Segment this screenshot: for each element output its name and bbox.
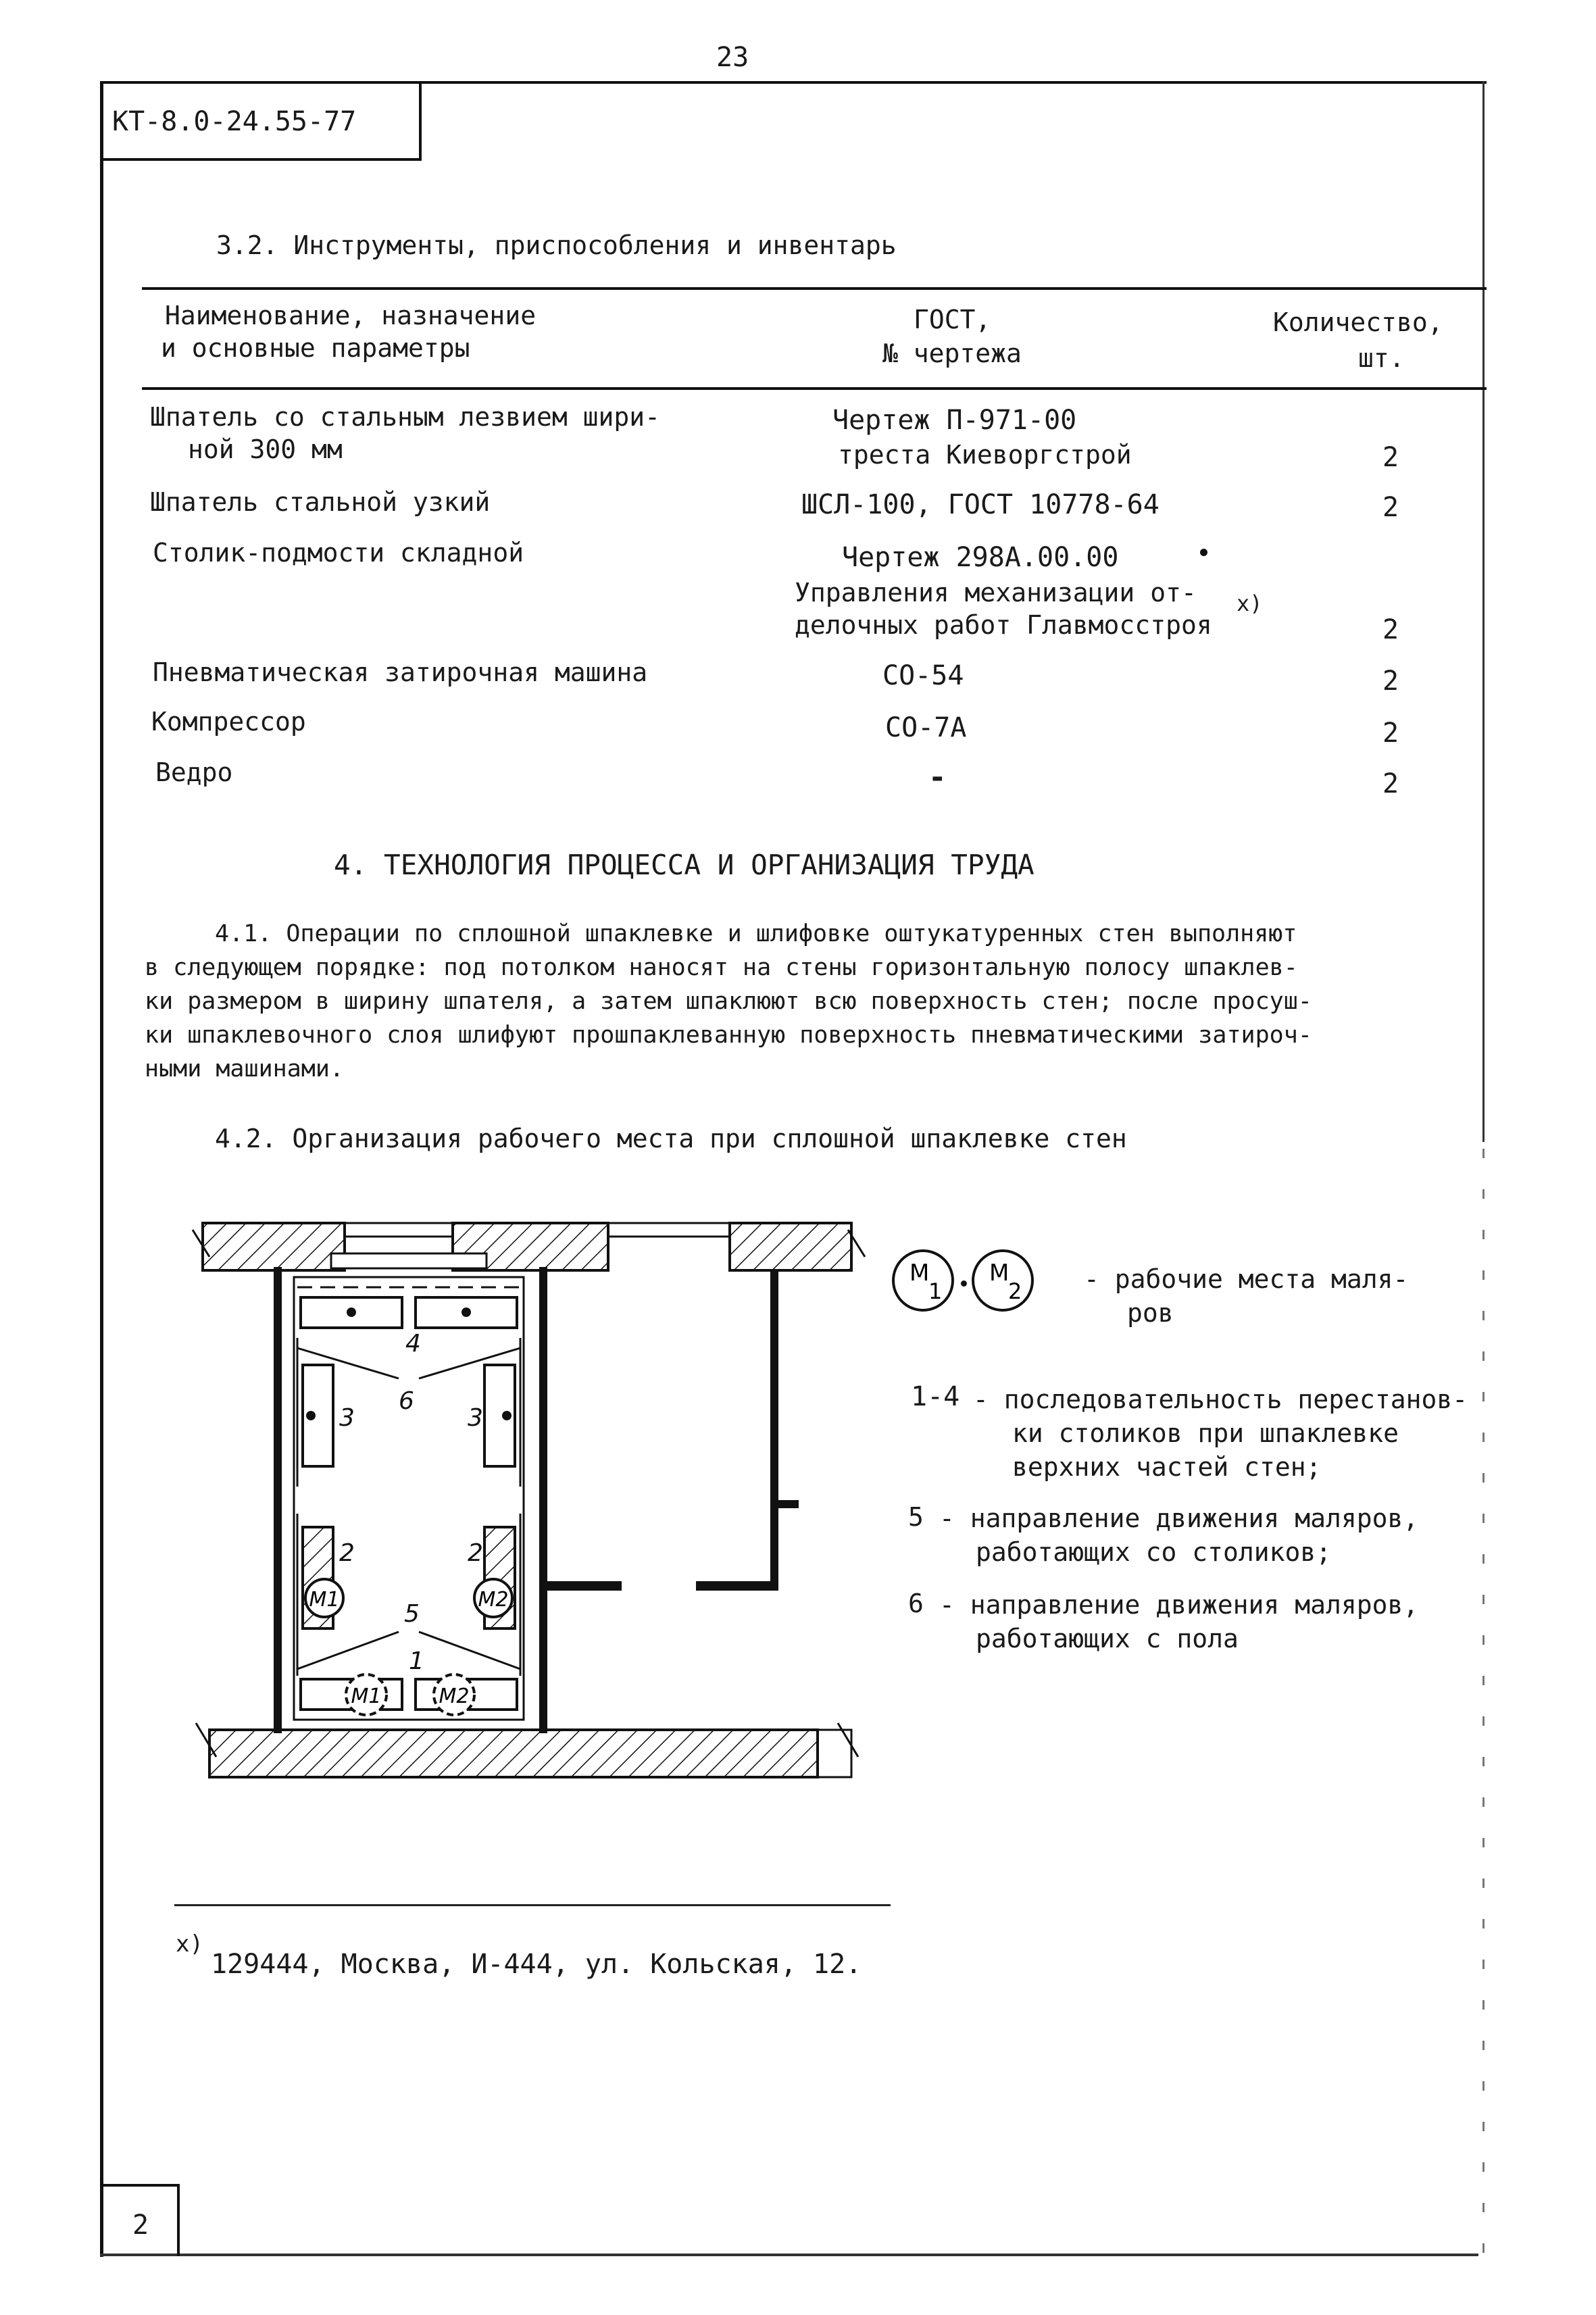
row-1-qty: 2 [1382,442,1399,473]
legend-5-line2: работающих со столиков; [976,1537,1332,1567]
row-3-footnote-mark: x) [1237,591,1263,616]
row-3-gost-line3: делочных работ Главмосстроя [795,610,1212,640]
row-6-name: Ведро [155,757,233,787]
svg-text:1: 1 [928,1278,943,1304]
label-2-left: 2 [339,1539,355,1567]
header-name-line1: Наименование, назначение [165,301,537,330]
row-3-qty: 2 [1382,614,1399,645]
painter-m1-table [305,1579,343,1617]
row-2-gost: ШСЛ-100, ГОСТ 10778-64 [801,489,1159,520]
svg-text:M1: M1 [309,1588,340,1612]
painter-m2-floor [434,1674,474,1715]
label-4: 4 [405,1330,421,1358]
header-gost-line2: № чертежа [882,339,1022,368]
painter-m1-floor [346,1674,386,1715]
legend-key-5: 5 [908,1502,924,1532]
section-3-2-title: 3.2. Инструменты, приспособления и инвентарь [216,230,897,260]
row-4-qty: 2 [1382,666,1399,697]
frame-right-dashed-border [1482,1149,1485,2257]
legend-workplaces-line1: - рабочие места маля- [1084,1264,1409,1294]
page-number-top: 23 [716,42,749,73]
p41-line-1: 4.1. Операции по сплошной шпаклевке и шлифовке оштукатуренных стен выполняют [215,920,1297,947]
p41-line-3: ки размером в ширину шпателя, а затем шпаклюют всю поверхность стен; после просуш- [145,988,1312,1015]
row-2-qty: 2 [1382,492,1399,523]
room-left-wall [274,1267,282,1733]
label-1: 1 [409,1647,424,1675]
legend-6-line1: - направление движения маляров, [939,1590,1419,1620]
page-number-bottom: 2 [132,2210,149,2241]
row-3-bullet [1200,549,1207,556]
svg-text:M: M [909,1260,930,1287]
label-3-left: 3 [339,1404,355,1432]
room-right-wall [539,1267,547,1733]
legend-1-4-line3: верхних частей стен; [1012,1452,1322,1482]
row-5-name: Компрессор [151,707,306,737]
row-5-qty: 2 [1382,718,1399,749]
svg-text:M2: M2 [439,1685,470,1708]
svg-text:M1: M1 [351,1685,382,1708]
p41-line-4: ки шпаклевочного слоя шлифуют прошпаклеванную поверхность пневматическими затироч- [145,1022,1312,1049]
row-1-name-line1: Шпатель со стальным лезвием шири- [150,402,660,432]
svg-text:M: M [989,1260,1009,1287]
header-gost-line1: ГОСТ, [914,305,991,334]
label-2-right: 2 [468,1539,483,1567]
row-2-name: Шпатель стальной узкий [150,487,491,517]
legend-key-1-4: 1-4 [911,1381,960,1412]
top-wall [193,1223,865,1270]
row-3-name: Столик-подмости складной [153,538,524,568]
label-5: 5 [404,1600,420,1628]
row-1-gost-line2: треста Киеворгстрой [838,440,1132,470]
row-3-gost-line2: Управления механизации от- [795,578,1197,607]
footnote-mark: x) [176,1931,203,1958]
adjacent-room-wall [770,1270,778,1588]
paragraph-4-2: 4.2. Организация рабочего места при сплошной шпаклевке стен [215,1124,1127,1153]
row-3-gost-line1: Чертеж 298А.00.00 [842,542,1119,573]
row-5-gost: СО-7А [885,712,967,743]
p41-line-5: ными машинами. [145,1055,345,1082]
workplace-diagram [189,1203,878,1791]
row-6-qty: 2 [1382,768,1399,799]
section-4-title: 4. ТЕХНОЛОГИЯ ПРОЦЕССА И ОРГАНИЗАЦИЯ ТРУДА [334,849,1034,881]
legend-1-4-line2: ки столиков при шпаклевке [1012,1418,1399,1448]
legend-5-line1: - направление движения маляров, [939,1503,1419,1533]
row-1-gost-line1: Чертеж П-971-00 [832,405,1077,436]
row-1-name-line2: ной 300 мм [188,434,343,464]
header-name-line2: и основные параметры [161,333,470,363]
bottom-wall [196,1723,858,1777]
header-qty-line2: шт. [1358,343,1405,373]
svg-text:2: 2 [1008,1278,1022,1304]
tables-position-1 [301,1679,517,1710]
footnote-text: 129444, Москва, И-444, ул. Кольская, 12. [211,1949,862,1980]
painter-m2-table [474,1579,512,1617]
legend-m1-icon [889,1243,964,1318]
row-6-gost: - [928,760,947,795]
table-top-rule [142,287,1487,290]
legend-key-6: 6 [908,1589,924,1618]
frame-left-border [100,81,103,2257]
frame-right-border [1482,81,1485,1142]
row-4-gost: СО-54 [882,660,964,691]
svg-text:M2: M2 [478,1588,509,1612]
row-4-name: Пневматическая затирочная машина [153,657,648,687]
label-6: 6 [399,1387,414,1415]
legend-m2-icon [969,1243,1043,1318]
header-qty-line1: Количество, [1273,307,1443,337]
legend-1-4-line1: - последовательность перестанов- [973,1385,1468,1414]
label-3-right: 3 [468,1404,483,1432]
footnote-rule [174,1904,891,1906]
legend-workplaces-line2: ров [1127,1298,1174,1328]
doc-code: КТ-8.0-24.55-77 [112,106,357,137]
legend-6-line2: работающих с пола [976,1624,1239,1653]
tables-position-4 [301,1297,517,1328]
frame-bottom-border [100,2254,1478,2256]
p41-line-2: в следующем порядке: под потолком наносят на стены горизонтальную полосу шпаклев- [145,954,1298,981]
table-header-rule [142,387,1487,390]
